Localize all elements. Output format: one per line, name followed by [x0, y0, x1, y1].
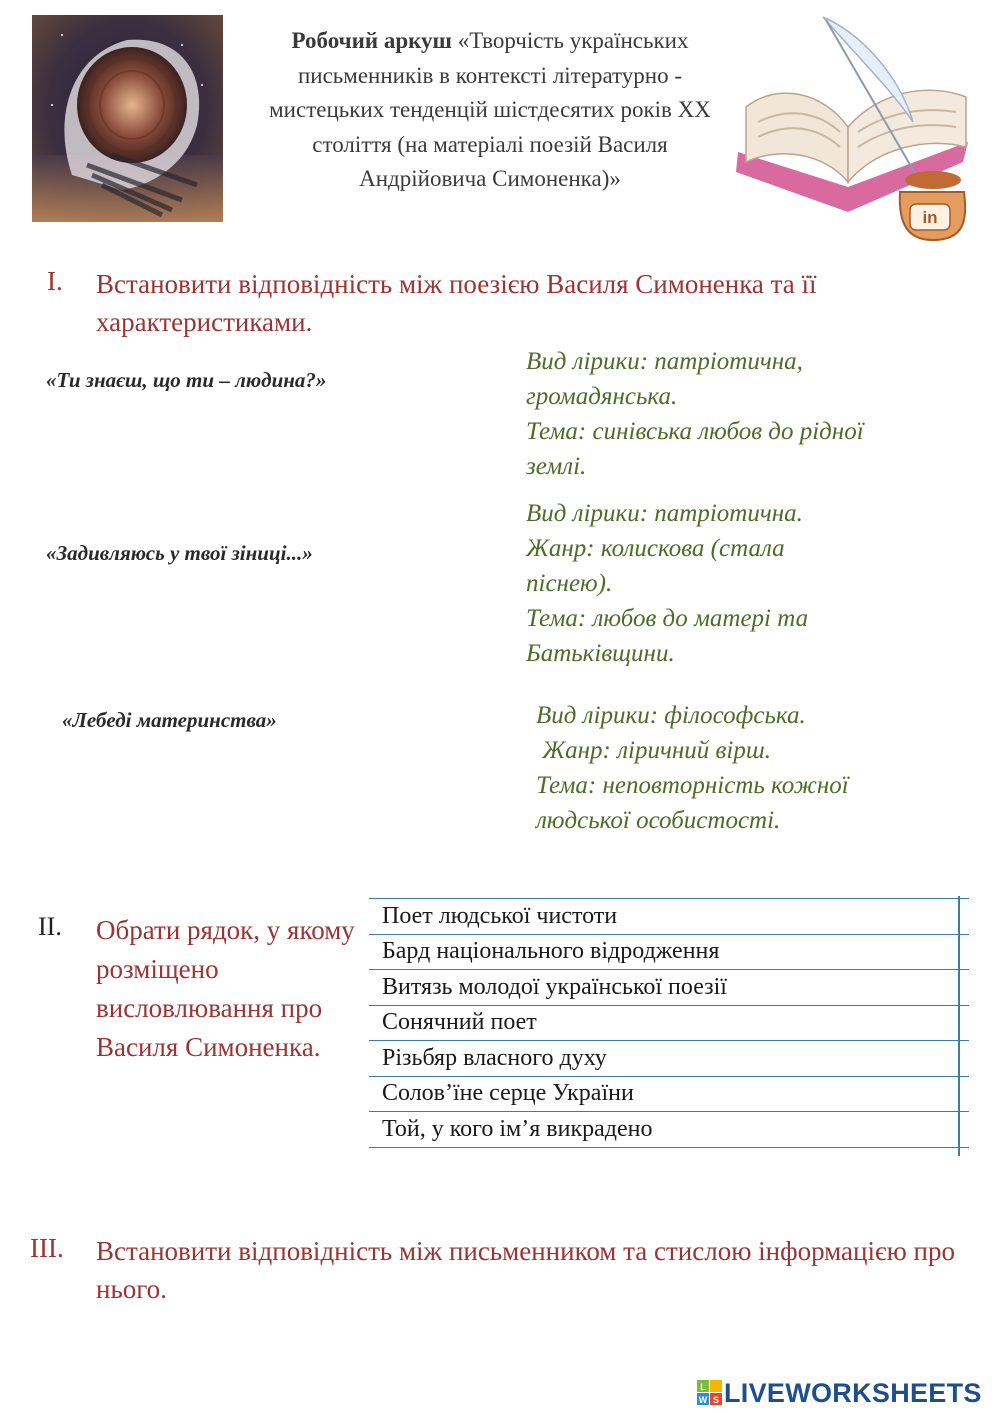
book-quill-illustration: [728, 12, 978, 244]
table-row[interactable]: [369, 970, 969, 1006]
table-row[interactable]: [369, 1041, 969, 1077]
poem-description-1[interactable]: [526, 344, 864, 484]
table-row[interactable]: [369, 1005, 969, 1041]
section-1-number: I.: [47, 266, 63, 296]
option-cell[interactable]: Сонячний поет: [369, 1005, 969, 1041]
option-cell[interactable]: Бард національного відродження: [369, 934, 969, 970]
logo-text: LIVEWORKSHEETS: [724, 1378, 982, 1408]
poem-title-1[interactable]: «Ти знаєш, що ти – людина?»: [46, 368, 327, 392]
table-row[interactable]: [369, 899, 969, 935]
badge-letter: S: [712, 1395, 720, 1405]
section-2-number: II.: [38, 912, 62, 941]
section-1-heading: Встановити відповідність між поезією Василя Симоненка та її характеристиками.: [96, 269, 817, 337]
poem-title-3[interactable]: «Лебеді материнства»: [62, 708, 277, 732]
desc-line: Вид лірики: патріотична,: [526, 348, 803, 375]
section-3-number: III.: [30, 1233, 64, 1263]
worksheet-title-bold: Робочий аркуш: [291, 28, 452, 53]
desc-line: Жанр: ліричний вірш.: [536, 737, 771, 764]
table-row[interactable]: [369, 1112, 969, 1148]
badge-letter: W: [698, 1395, 708, 1405]
desc-line: громадянська.: [526, 383, 678, 410]
desc-line: Вид лірики: патріотична.: [526, 500, 803, 527]
desc-line: людської особистості.: [536, 807, 781, 834]
option-cell[interactable]: Різьбяр власного духу: [369, 1041, 969, 1077]
desc-line: Жанр: колискова (стала: [526, 535, 785, 562]
poem-description-2[interactable]: [526, 496, 808, 671]
poem-title-2[interactable]: «Задивляюсь у твої зіниці...»: [46, 541, 313, 565]
portrait-painting: [32, 15, 223, 222]
section-2-heading: Обрати рядок, у якому розміщено висловлювання про Василя Симоненка.: [96, 915, 355, 1062]
table-row[interactable]: [369, 1076, 969, 1112]
worksheet-title-rest: «Творчість українських письменників в контексті літературно - мистецьких тенденцій шістдесятих років ХХ століття (на матеріалі поезій Василя Андрійовича Симоненка)»: [269, 28, 711, 191]
option-cell[interactable]: Солов’їне серце України: [369, 1076, 969, 1112]
desc-line: Тема: неповторність кожної: [536, 772, 849, 799]
option-cell[interactable]: Поет людської чистоти: [369, 899, 969, 935]
badge-letter: L: [700, 1382, 706, 1392]
desc-line: Тема: синівська любов до рідної: [526, 418, 864, 445]
desc-line: піснею).: [526, 570, 613, 597]
poem-description-3[interactable]: [536, 698, 849, 838]
worksheet-title: [248, 24, 732, 197]
liveworksheets-badge-icon: [697, 1380, 722, 1405]
section-3-heading: Встановити відповідність між письменником та стислою інформацією про нього.: [96, 1236, 955, 1304]
options-table: [369, 898, 969, 1148]
option-cell[interactable]: Витязь молодої української поезії: [369, 970, 969, 1006]
desc-line: Вид лірики: філософська.: [536, 702, 806, 729]
table-row[interactable]: [369, 934, 969, 970]
desc-line: землі.: [526, 453, 587, 480]
option-cell[interactable]: Той, у кого ім’я викрадено: [369, 1112, 969, 1148]
table-right-rule: [958, 896, 960, 1156]
desc-line: Тема: любов до матері та: [526, 605, 809, 632]
inkwell-label: in: [922, 208, 938, 227]
desc-line: Батьківщини.: [526, 640, 675, 667]
